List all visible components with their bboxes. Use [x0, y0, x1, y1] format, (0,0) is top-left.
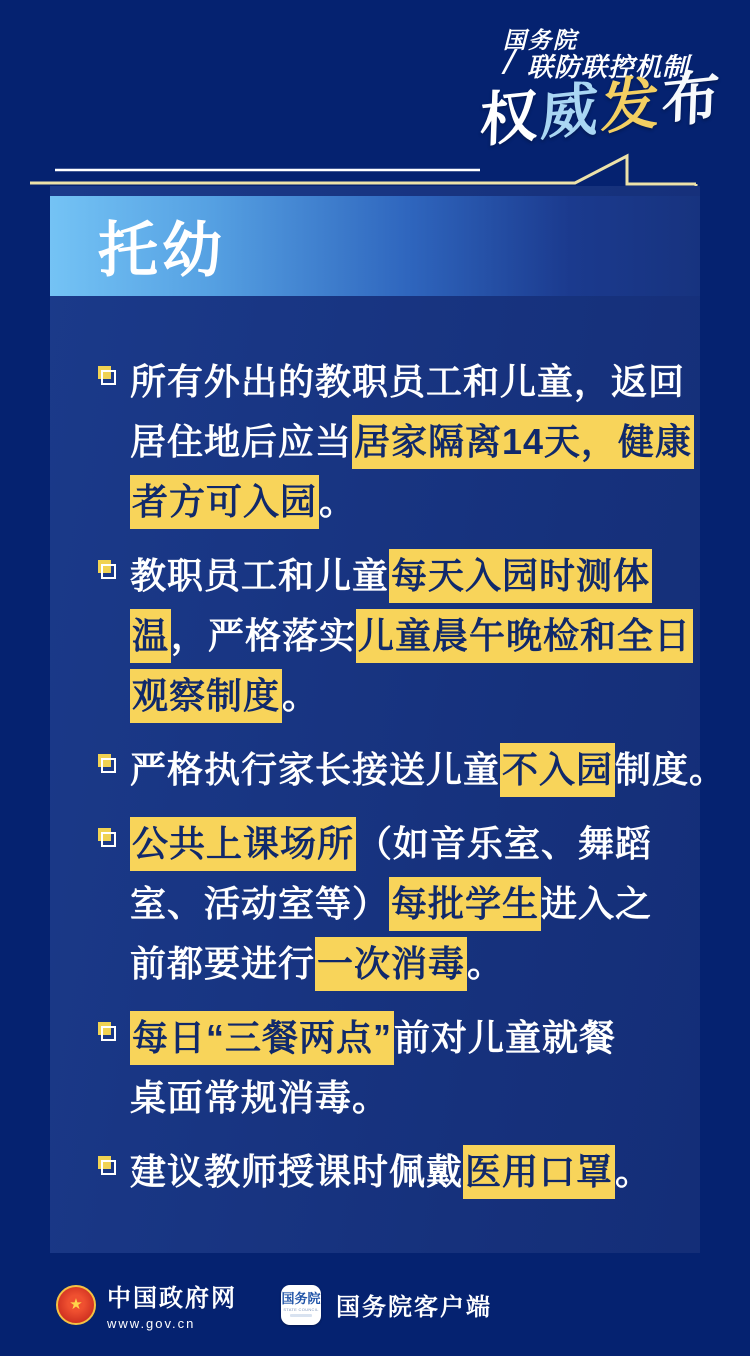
list-item [98, 546, 700, 726]
gov-site-name: 中国政府网 [107, 1285, 237, 1312]
list-item [98, 740, 727, 800]
list-item [98, 814, 700, 994]
list-item-text: 严格执行家长接送儿童不入园制度。 [130, 740, 726, 800]
state-council-app-icon [281, 1285, 321, 1325]
header-mechanism: 联防联控机制 [527, 52, 690, 82]
national-emblem-icon [56, 1285, 96, 1325]
bullet-square-icon [98, 1022, 111, 1035]
list-item-text: 建议教师授课时佩戴医用口罩。 [130, 1142, 652, 1202]
brand-title: 权威发布 [478, 63, 724, 155]
section-title: 托幼 [98, 218, 226, 284]
emblem-star: ★ [69, 1296, 83, 1313]
list-item [98, 1008, 700, 1128]
list-item-text: 公共上课场所（如音乐室、舞蹈 室、活动室等）每批学生进入之 前都要进行一次消毒。 [130, 814, 652, 994]
bullet-square-icon [98, 366, 111, 379]
app-name: 国务院客户端 [336, 1294, 492, 1321]
bullet-square-icon [98, 1156, 111, 1169]
bullet-square-icon [98, 560, 111, 573]
bullet-square-icon [98, 754, 111, 767]
content-card [50, 186, 727, 1253]
list-item-text: 每日“三餐两点”前对儿童就餐 桌面常规消毒。 [130, 1008, 616, 1128]
bullet-square-icon [98, 828, 111, 841]
list-item-text: 所有外出的教职员工和儿童，返回 居住地后应当居家隔离14天，健康 者方可入园。 [130, 352, 694, 532]
list-item [98, 352, 700, 532]
list-item-text: 教职员工和儿童每天入园时测体 温，严格落实儿童晨午晚检和全日 观察制度。 [130, 546, 693, 726]
guideline-list [50, 352, 727, 1202]
list-item [98, 1142, 700, 1202]
app-icon-label: 国务院 [281, 1290, 321, 1306]
header-org: 国务院 [503, 27, 578, 53]
app-icon-bar [290, 1314, 312, 1317]
footer [0, 1253, 750, 1356]
gov-site-url: www.gov.cn [107, 1316, 196, 1331]
app-icon-subtitle: STATE COUNCIL [283, 1307, 319, 1313]
section-title-bar [50, 196, 700, 296]
gov-site-block [107, 1278, 237, 1331]
